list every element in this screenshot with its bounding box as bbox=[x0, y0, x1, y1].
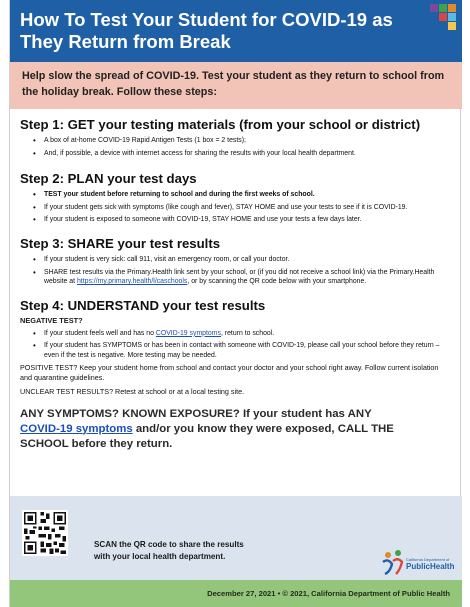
step-2-section bbox=[20, 170, 452, 225]
intro-banner bbox=[10, 62, 462, 109]
footer-text: December 27, 2021 • © 2021, California Department of Public Health bbox=[207, 589, 450, 598]
cdph-logo-icon bbox=[380, 546, 456, 582]
step-3-bullet: • If your student is very sick: call 911, visit an emergency room, or call your doctor. bbox=[20, 255, 452, 265]
step-4-heading: Step 4: UNDERSTAND your test results bbox=[20, 297, 266, 313]
negative-bullet: • If your student has SYMPTOMS or has been in contact with someone with COVID-19, please call your school before they return – even if the test is negative. More testing may be needed. bbox=[20, 341, 452, 360]
step-1-bullet: • And, if possible, a device with internet access for sharing the results with your local health department. bbox=[20, 149, 452, 159]
step-1-section bbox=[20, 116, 452, 158]
step-2-bullet: • If your student is exposed to someone with COVID-19, STAY HOME and use your tests a few days later. bbox=[20, 215, 452, 225]
step-1-bullet: • A box of at-home COVID-19 Rapid Antigen Tests (1 box = 2 tests); bbox=[20, 136, 452, 146]
qr-instructions bbox=[94, 539, 244, 562]
alert-text: ANY SYMPTOMS? KNOWN EXPOSURE? If your student has ANY bbox=[20, 407, 372, 420]
logo-name-text: PublicHealth bbox=[406, 562, 455, 571]
step-3-section bbox=[20, 235, 452, 287]
step-1-heading: Step 1: GET your testing materials (from your school or district) bbox=[20, 117, 421, 132]
positive-test-text: POSITIVE TEST? Keep your student home from school and contact your doctor and your school right away. Follow current isolation and quarantine guidelines. bbox=[20, 362, 439, 382]
step-2-bullet-text: TEST your student before returning to school and during the first weeks of school. bbox=[44, 191, 315, 199]
flyer-page bbox=[9, 0, 461, 607]
alert-symptoms-link[interactable]: COVID-19 symptoms bbox=[20, 422, 133, 435]
header-banner bbox=[10, 0, 462, 62]
covid-symptoms-link[interactable]: COVID-19 symptoms bbox=[155, 329, 221, 337]
logo-small-text: California Department of bbox=[406, 557, 450, 562]
primary-health-link[interactable]: https://my.primary.health/l/caschools bbox=[76, 278, 188, 286]
step-3-heading: Step 3: SHARE your test results bbox=[20, 235, 221, 251]
negative-bullet-text: , return to school. bbox=[220, 329, 275, 337]
alert-text: and/or you know they were exposed, CALL THE SCHOOL before they return. bbox=[20, 422, 394, 450]
qr-line-1: SCAN the QR code to share the results bbox=[94, 540, 244, 549]
step-2-bullet bbox=[20, 190, 452, 200]
step-3-bullet bbox=[20, 268, 452, 287]
negative-bullet bbox=[20, 329, 452, 339]
step-2-heading: Step 2: PLAN your test days bbox=[20, 171, 197, 187]
footer-bar bbox=[10, 580, 462, 607]
step-3-bullet-text: , or by scanning the QR code below with your smartphone. bbox=[187, 278, 367, 286]
main-content bbox=[20, 116, 452, 452]
intro-text: Help slow the spread of COVID-19. Test your student as they return to school from the holiday break. Follow these steps: bbox=[22, 70, 445, 98]
step-3-bullet-text: SHARE test results via the Primary.Health link sent by your school, or (if you did not receive a school link) via the Primary.Health website at bbox=[44, 268, 435, 286]
qr-line-2: with your local health department. bbox=[94, 551, 226, 561]
step-4-section bbox=[20, 297, 452, 397]
negative-test-label: NEGATIVE TEST? bbox=[20, 315, 83, 325]
symptoms-alert bbox=[20, 407, 410, 452]
unclear-test-text: UNCLEAR TEST RESULTS? Retest at school or at a local testing site. bbox=[20, 386, 245, 396]
negative-bullet-text: If your student feels well and has no bbox=[44, 329, 156, 337]
qr-code-icon[interactable] bbox=[22, 510, 68, 556]
page-title: How To Test Your Student for COVID-19 as They Return from Break bbox=[20, 9, 393, 52]
decorative-squares-icon bbox=[412, 0, 462, 62]
step-2-bullet: • If your student gets sick with symptoms (like cough and fever), STAY HOME and use your tests to see if it is COVID-19. bbox=[20, 203, 452, 213]
